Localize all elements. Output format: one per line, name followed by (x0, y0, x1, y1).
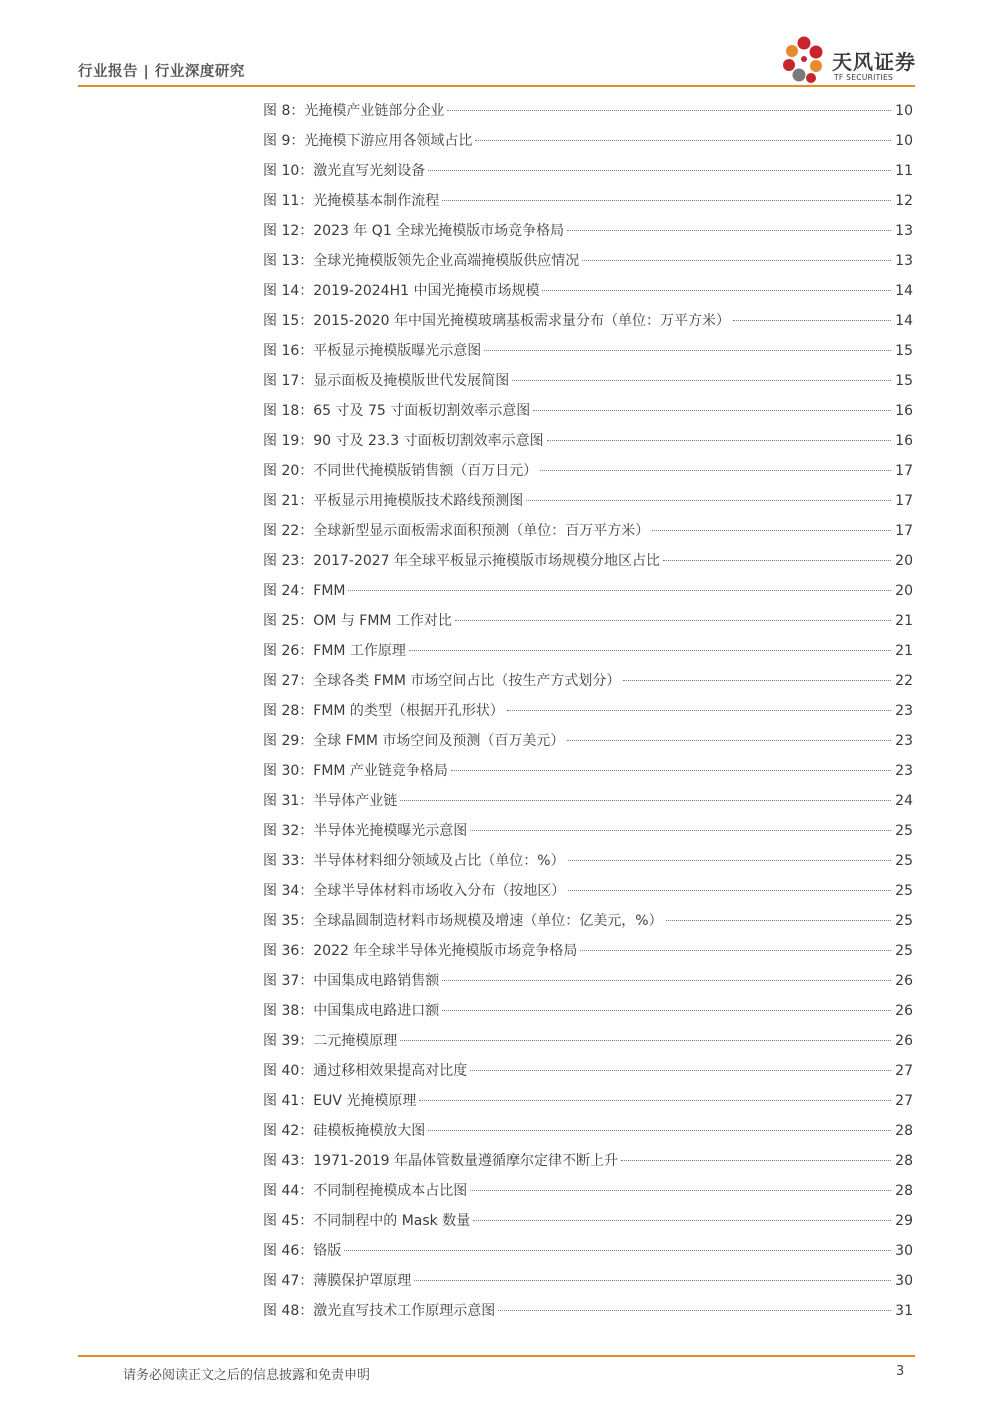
toc-item-title: 图 14：2019-2024H1 中国光掩模市场规模 (263, 283, 540, 299)
toc-item-page: 25 (895, 823, 913, 839)
report-category: 行业报告 | 行业深度研究 (78, 64, 245, 80)
toc-dot-leader (533, 410, 891, 411)
toc-item[interactable] (263, 1146, 913, 1176)
toc-item-title: 图 45：不同制程中的 Mask 数量 (263, 1213, 471, 1229)
toc-item-page: 17 (895, 523, 913, 539)
toc-item[interactable] (263, 756, 913, 786)
toc-item-page: 25 (895, 943, 913, 959)
toc-item[interactable] (263, 996, 913, 1026)
toc-item-page: 24 (895, 793, 913, 809)
toc-item[interactable] (263, 1206, 913, 1236)
toc-item-page: 10 (895, 133, 913, 149)
toc-dot-leader (623, 680, 891, 681)
toc-item[interactable] (263, 876, 913, 906)
toc-item[interactable] (263, 576, 913, 606)
toc-item[interactable] (263, 216, 913, 246)
toc-item[interactable] (263, 1266, 913, 1296)
toc-dot-leader (512, 380, 891, 381)
header-divider (78, 85, 915, 87)
toc-item-title: 图 38：中国集成电路进口额 (263, 1003, 440, 1019)
toc-item-title: 图 21：平板显示用掩模版技术路线预测图 (263, 493, 524, 509)
toc-item[interactable] (263, 786, 913, 816)
toc-item-title: 图 34：全球半导体材料市场收入分布（按地区） (263, 883, 566, 899)
toc-item-page: 22 (895, 673, 913, 689)
toc-item-title: 图 11：光掩模基本制作流程 (263, 193, 440, 209)
toc-item[interactable] (263, 396, 913, 426)
toc-dot-leader (621, 1160, 891, 1161)
company-logo (778, 34, 938, 86)
toc-item-page: 15 (895, 373, 913, 389)
toc-dot-leader (442, 980, 891, 981)
toc-item[interactable] (263, 516, 913, 546)
toc-item[interactable] (263, 846, 913, 876)
toc-dot-leader (348, 590, 891, 591)
toc-item-title: 图 41：EUV 光掩模原理 (263, 1093, 417, 1109)
toc-dot-leader (414, 1280, 891, 1281)
toc-item-page: 25 (895, 883, 913, 899)
toc-dot-leader (451, 770, 891, 771)
toc-item-page: 23 (895, 703, 913, 719)
toc-item-page: 17 (895, 463, 913, 479)
toc-item-page: 28 (895, 1183, 913, 1199)
toc-dot-leader (547, 440, 892, 441)
toc-item[interactable] (263, 336, 913, 366)
toc-item-title: 图 19：90 寸及 23.3 寸面板切割效率示意图 (263, 433, 544, 449)
toc-item-title: 图 47：薄膜保护罩原理 (263, 1273, 412, 1289)
toc-item-title: 图 48：激光直写技术工作原理示意图 (263, 1303, 496, 1319)
toc-dot-leader (733, 320, 891, 321)
toc-item[interactable] (263, 426, 913, 456)
toc-dot-leader (447, 110, 891, 111)
logo-name: 天风证券 (832, 50, 916, 74)
toc-dot-leader (419, 1100, 891, 1101)
toc-item-title: 图 15：2015-2020 年中国光掩模玻璃基板需求量分布（单位：万平方米） (263, 313, 731, 329)
toc-item-page: 10 (895, 103, 913, 119)
toc-item[interactable] (263, 966, 913, 996)
toc-item-page: 30 (895, 1243, 913, 1259)
toc-dot-leader (442, 1010, 891, 1011)
toc-dot-leader (484, 350, 891, 351)
toc-item-page: 26 (895, 1003, 913, 1019)
toc-item[interactable] (263, 456, 913, 486)
toc-item-title: 图 9：光掩模下游应用各领域占比 (263, 133, 473, 149)
toc-item-title: 图 23：2017-2027 年全球平板显示掩模版市场规模分地区占比 (263, 553, 661, 569)
toc-item-title: 图 28：FMM 的类型（根据开孔形状） (263, 703, 504, 719)
toc-item-page: 28 (895, 1123, 913, 1139)
toc-item-page: 23 (895, 763, 913, 779)
toc-item-title: 图 8：光掩模产业链部分企业 (263, 103, 445, 119)
toc-item-page: 26 (895, 1033, 913, 1049)
toc-item[interactable] (263, 636, 913, 666)
toc-dot-leader (428, 1130, 891, 1131)
toc-dot-leader (568, 890, 891, 891)
toc-dot-leader (582, 260, 891, 261)
toc-item-title: 图 39：二元掩模原理 (263, 1033, 398, 1049)
toc-dot-leader (473, 1220, 891, 1221)
toc-dot-leader (540, 470, 891, 471)
toc-item[interactable] (263, 606, 913, 636)
toc-dot-leader (475, 140, 891, 141)
toc-item-title: 图 26：FMM 工作原理 (263, 643, 406, 659)
toc-item-title: 图 29：全球 FMM 市场空间及预测（百万美元） (263, 733, 565, 749)
toc-dot-leader (344, 1250, 891, 1251)
toc-dot-leader (666, 920, 892, 921)
toc-dot-leader (542, 290, 891, 291)
toc-item[interactable] (263, 1236, 913, 1266)
toc-dot-leader (400, 1040, 891, 1041)
toc-item[interactable] (263, 1056, 913, 1086)
toc-item-page: 31 (895, 1303, 913, 1319)
toc-item[interactable] (263, 1026, 913, 1056)
toc-item-title: 图 16：平板显示掩模版曝光示意图 (263, 343, 482, 359)
toc-dot-leader (568, 860, 892, 861)
footer-divider (78, 1355, 915, 1357)
toc-item-page: 29 (895, 1213, 913, 1229)
toc-item[interactable] (263, 186, 913, 216)
toc-dot-leader (470, 830, 891, 831)
toc-dot-leader (470, 1190, 891, 1191)
toc-dot-leader (663, 560, 891, 561)
toc-item[interactable] (263, 246, 913, 276)
figure-list (263, 96, 913, 1326)
toc-dot-leader (470, 1070, 891, 1071)
flower-logo-icon (778, 34, 830, 86)
toc-item-page: 12 (895, 193, 913, 209)
toc-item[interactable] (263, 486, 913, 516)
toc-item[interactable] (263, 156, 913, 186)
toc-item-page: 26 (895, 973, 913, 989)
toc-item-title: 图 20：不同世代掩模版销售额（百万日元） (263, 463, 538, 479)
toc-item-title: 图 17：显示面板及掩模版世代发展简图 (263, 373, 510, 389)
toc-item[interactable] (263, 666, 913, 696)
toc-item[interactable] (263, 726, 913, 756)
toc-item-title: 图 40：通过移相效果提高对比度 (263, 1063, 468, 1079)
page-number: 3 (896, 1364, 905, 1379)
toc-dot-leader (526, 500, 891, 501)
toc-item[interactable] (263, 1296, 913, 1326)
toc-dot-leader (580, 950, 891, 951)
toc-item-page: 28 (895, 1153, 913, 1169)
toc-item-title: 图 32：半导体光掩模曝光示意图 (263, 823, 468, 839)
toc-item-page: 11 (895, 163, 913, 179)
toc-item[interactable] (263, 126, 913, 156)
toc-item[interactable] (263, 276, 913, 306)
toc-item-page: 14 (895, 313, 913, 329)
toc-item-title: 图 43：1971-2019 年晶体管数量遵循摩尔定律不断上升 (263, 1153, 619, 1169)
toc-item-title: 图 25：OM 与 FMM 工作对比 (263, 613, 452, 629)
toc-item-page: 16 (895, 433, 913, 449)
footer-disclaimer: 请务必阅读正文之后的信息披露和免责申明 (123, 1368, 371, 1383)
toc-item-title: 图 35：全球晶圆制造材料市场规模及增速（单位：亿美元，%） (263, 913, 663, 929)
toc-item-title: 图 18：65 寸及 75 寸面板切割效率示意图 (263, 403, 531, 419)
toc-item-page: 20 (895, 583, 913, 599)
toc-item[interactable] (263, 96, 913, 126)
toc-dot-leader (498, 1310, 891, 1311)
toc-item-page: 20 (895, 553, 913, 569)
toc-item-title: 图 31：半导体产业链 (263, 793, 398, 809)
toc-item-page: 27 (895, 1063, 913, 1079)
toc-item[interactable] (263, 696, 913, 726)
toc-item-title: 图 42：硅模板掩模放大图 (263, 1123, 426, 1139)
toc-item-page: 13 (895, 223, 913, 239)
toc-item[interactable] (263, 1116, 913, 1146)
toc-item-title: 图 24：FMM (263, 583, 346, 599)
toc-item[interactable] (263, 1086, 913, 1116)
toc-item-title: 图 13：全球光掩模版领先企业高端掩模版供应情况 (263, 253, 580, 269)
toc-dot-leader (409, 650, 891, 651)
toc-dot-leader (442, 200, 891, 201)
toc-item-page: 21 (895, 643, 913, 659)
toc-item-page: 25 (895, 913, 913, 929)
toc-item-page: 15 (895, 343, 913, 359)
toc-item[interactable] (263, 906, 913, 936)
toc-item-title: 图 12：2023 年 Q1 全球光掩模版市场竞争格局 (263, 223, 565, 239)
toc-item[interactable] (263, 816, 913, 846)
toc-item-page: 30 (895, 1273, 913, 1289)
toc-dot-leader (507, 710, 891, 711)
toc-item-title: 图 44：不同制程掩模成本占比图 (263, 1183, 468, 1199)
toc-dot-leader (400, 800, 891, 801)
toc-item-page: 23 (895, 733, 913, 749)
toc-dot-leader (428, 170, 891, 171)
toc-item-page: 13 (895, 253, 913, 269)
toc-item[interactable] (263, 306, 913, 336)
toc-item[interactable] (263, 366, 913, 396)
toc-item-title: 图 33：半导体材料细分领域及占比（单位：%） (263, 853, 565, 869)
toc-dot-leader (652, 530, 891, 531)
toc-item-title: 图 27：全球各类 FMM 市场空间占比（按生产方式划分） (263, 673, 621, 689)
toc-dot-leader (567, 230, 891, 231)
toc-item-page: 25 (895, 853, 913, 869)
toc-item-title: 图 10：激光直写光刻设备 (263, 163, 426, 179)
toc-item-title: 图 37：中国集成电路销售额 (263, 973, 440, 989)
toc-item-page: 17 (895, 493, 913, 509)
toc-dot-leader (567, 740, 891, 741)
toc-item[interactable] (263, 546, 913, 576)
toc-item[interactable] (263, 1176, 913, 1206)
toc-item-title: 图 22：全球新型显示面板需求面积预测（单位：百万平方米） (263, 523, 650, 539)
toc-item[interactable] (263, 936, 913, 966)
toc-item-title: 图 46：铬版 (263, 1243, 342, 1259)
toc-item-page: 21 (895, 613, 913, 629)
toc-item-page: 27 (895, 1093, 913, 1109)
toc-item-title: 图 36：2022 年全球半导体光掩模版市场竞争格局 (263, 943, 578, 959)
toc-item-title: 图 30：FMM 产业链竞争格局 (263, 763, 448, 779)
toc-item-page: 16 (895, 403, 913, 419)
toc-item-page: 14 (895, 283, 913, 299)
logo-subtitle: TF SECURITIES (834, 73, 894, 82)
toc-dot-leader (455, 620, 891, 621)
